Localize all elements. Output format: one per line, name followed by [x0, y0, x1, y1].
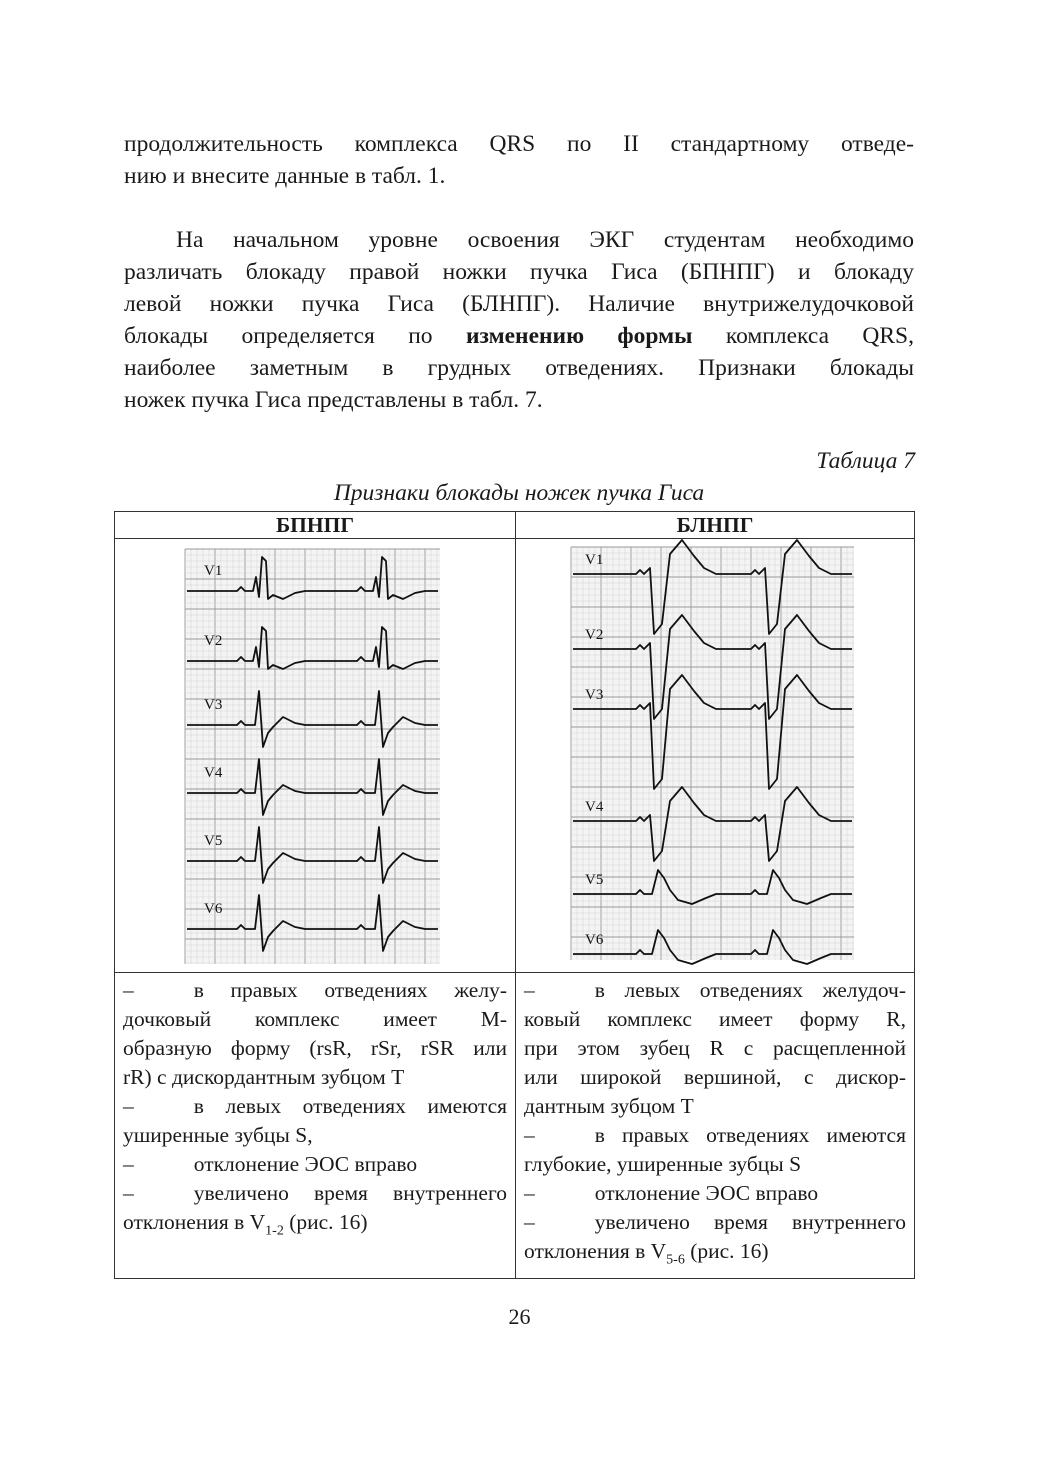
dash: – — [123, 978, 134, 1002]
rbbb-sub: 1-2 — [265, 1223, 284, 1239]
dash: – — [524, 978, 535, 1002]
intro-line-2: нию и внесите данные в табл. 1. — [124, 163, 446, 189]
lbbb-line-9: увеличено время внутреннего — [594, 1210, 906, 1234]
table-7 — [114, 511, 915, 1279]
main-line-6: ножек пучка Гиса представлены в табл. 7. — [124, 387, 543, 413]
ecg-grid — [185, 549, 440, 964]
main-line-1: На начальном уровне освоения ЭКГ студентам необходимо — [176, 227, 914, 253]
lbbb-sub: 5-6 — [666, 1252, 685, 1268]
lbbb-line-10: отклонения в V — [524, 1239, 667, 1263]
emphasis-bold: изменению формы — [465, 323, 693, 349]
main-line-5: наиболее заметным в грудных отведениях. Признаки блокады — [124, 355, 914, 381]
line4-after: комплекса QRS, — [725, 323, 914, 349]
intro-paragraph — [124, 128, 914, 192]
main-line-3: левой ножки пучка Гиса (БЛНПГ). Наличие внутрижелудочковой — [124, 291, 914, 317]
main-paragraph — [124, 224, 914, 416]
lead-label: V6 — [204, 901, 223, 917]
dash: – — [123, 1152, 134, 1176]
lead-label: V2 — [585, 627, 604, 643]
rbbb-ref: (рис. 16) — [283, 1210, 368, 1234]
lead-label: V5 — [204, 833, 223, 849]
dash: – — [524, 1181, 535, 1205]
lbbb-ref: (рис. 16) — [684, 1239, 769, 1263]
rbbb-line-7: отклонение ЭОС вправо — [193, 1152, 418, 1176]
table-title: Признаки блокады ножек пучка Гиса — [333, 480, 705, 506]
lead-label: V4 — [585, 799, 604, 815]
rbbb-line-4: rR) с дискордантным зубцом Т — [123, 1065, 405, 1089]
lbbb-line-3: при этом зубец R с расщепленной — [524, 1036, 906, 1060]
rbbb-line-3: образную форму (rsR, rSr, rSR или — [123, 1036, 507, 1060]
lbbb-line-6: в правых отведениях имеются — [594, 1123, 906, 1147]
lbbb-criteria — [516, 973, 915, 1279]
dash: – — [524, 1123, 535, 1147]
rbbb-line-5: в левых отведениях имеются — [193, 1094, 507, 1118]
lbbb-line-5: дантным зубцом Т — [524, 1094, 694, 1118]
dash: – — [123, 1094, 134, 1118]
lbbb-line-4: или широкой вершиной, с дискор- — [524, 1065, 906, 1089]
lbbb-line-1: в левых отведениях желудоч- — [594, 978, 906, 1002]
table-number: Таблица 7 — [816, 448, 915, 474]
rbbb-line-9: отклонения в V — [123, 1210, 266, 1234]
rbbb-line-1: в правых отведениях желу- — [193, 978, 507, 1002]
lead-label: V4 — [204, 765, 223, 781]
lead-label: V3 — [204, 697, 223, 713]
ecg-lbbb-image — [516, 539, 916, 972]
rbbb-line-8: увеличено время внутреннего — [193, 1181, 507, 1205]
dash: – — [524, 1210, 535, 1234]
header-lbbb: БЛНПГ — [516, 512, 915, 539]
lead-label: V2 — [204, 633, 223, 649]
lbbb-line-7: глубокие, уширенные зубцы S — [524, 1152, 802, 1176]
lead-label: V5 — [585, 872, 604, 888]
lbbb-line-8: отклонение ЭОС вправо — [594, 1181, 819, 1205]
header-rbbb: БПНПГ — [115, 512, 516, 539]
main-line-4 — [124, 320, 914, 352]
ecg-grid — [571, 547, 854, 960]
intro-line-1: продолжительность комплекса QRS по II стандартному отведе- — [124, 131, 914, 157]
lead-label: V1 — [585, 552, 604, 568]
main-line-2: различать блокаду правой ножки пучка Гиса (БПНПГ) и блокаду — [124, 259, 914, 285]
lead-label: V1 — [204, 563, 223, 579]
rbbb-line-2: дочковый комплекс имеет М- — [123, 1007, 507, 1031]
lead-label: V6 — [585, 932, 604, 948]
line4-before: блокады определяется по — [124, 323, 433, 349]
ecg-rbbb-cell — [115, 539, 516, 973]
lead-label: V3 — [585, 687, 604, 703]
dash: – — [123, 1181, 134, 1205]
ecg-rbbb-image — [115, 539, 515, 972]
rbbb-criteria — [115, 973, 516, 1279]
page-number: 26 — [508, 1304, 531, 1329]
rbbb-line-6: уширенные зубцы S, — [123, 1123, 313, 1147]
ecg-lbbb-cell — [516, 539, 915, 973]
lbbb-line-2: ковый комплекс имеет форму R, — [524, 1007, 906, 1031]
